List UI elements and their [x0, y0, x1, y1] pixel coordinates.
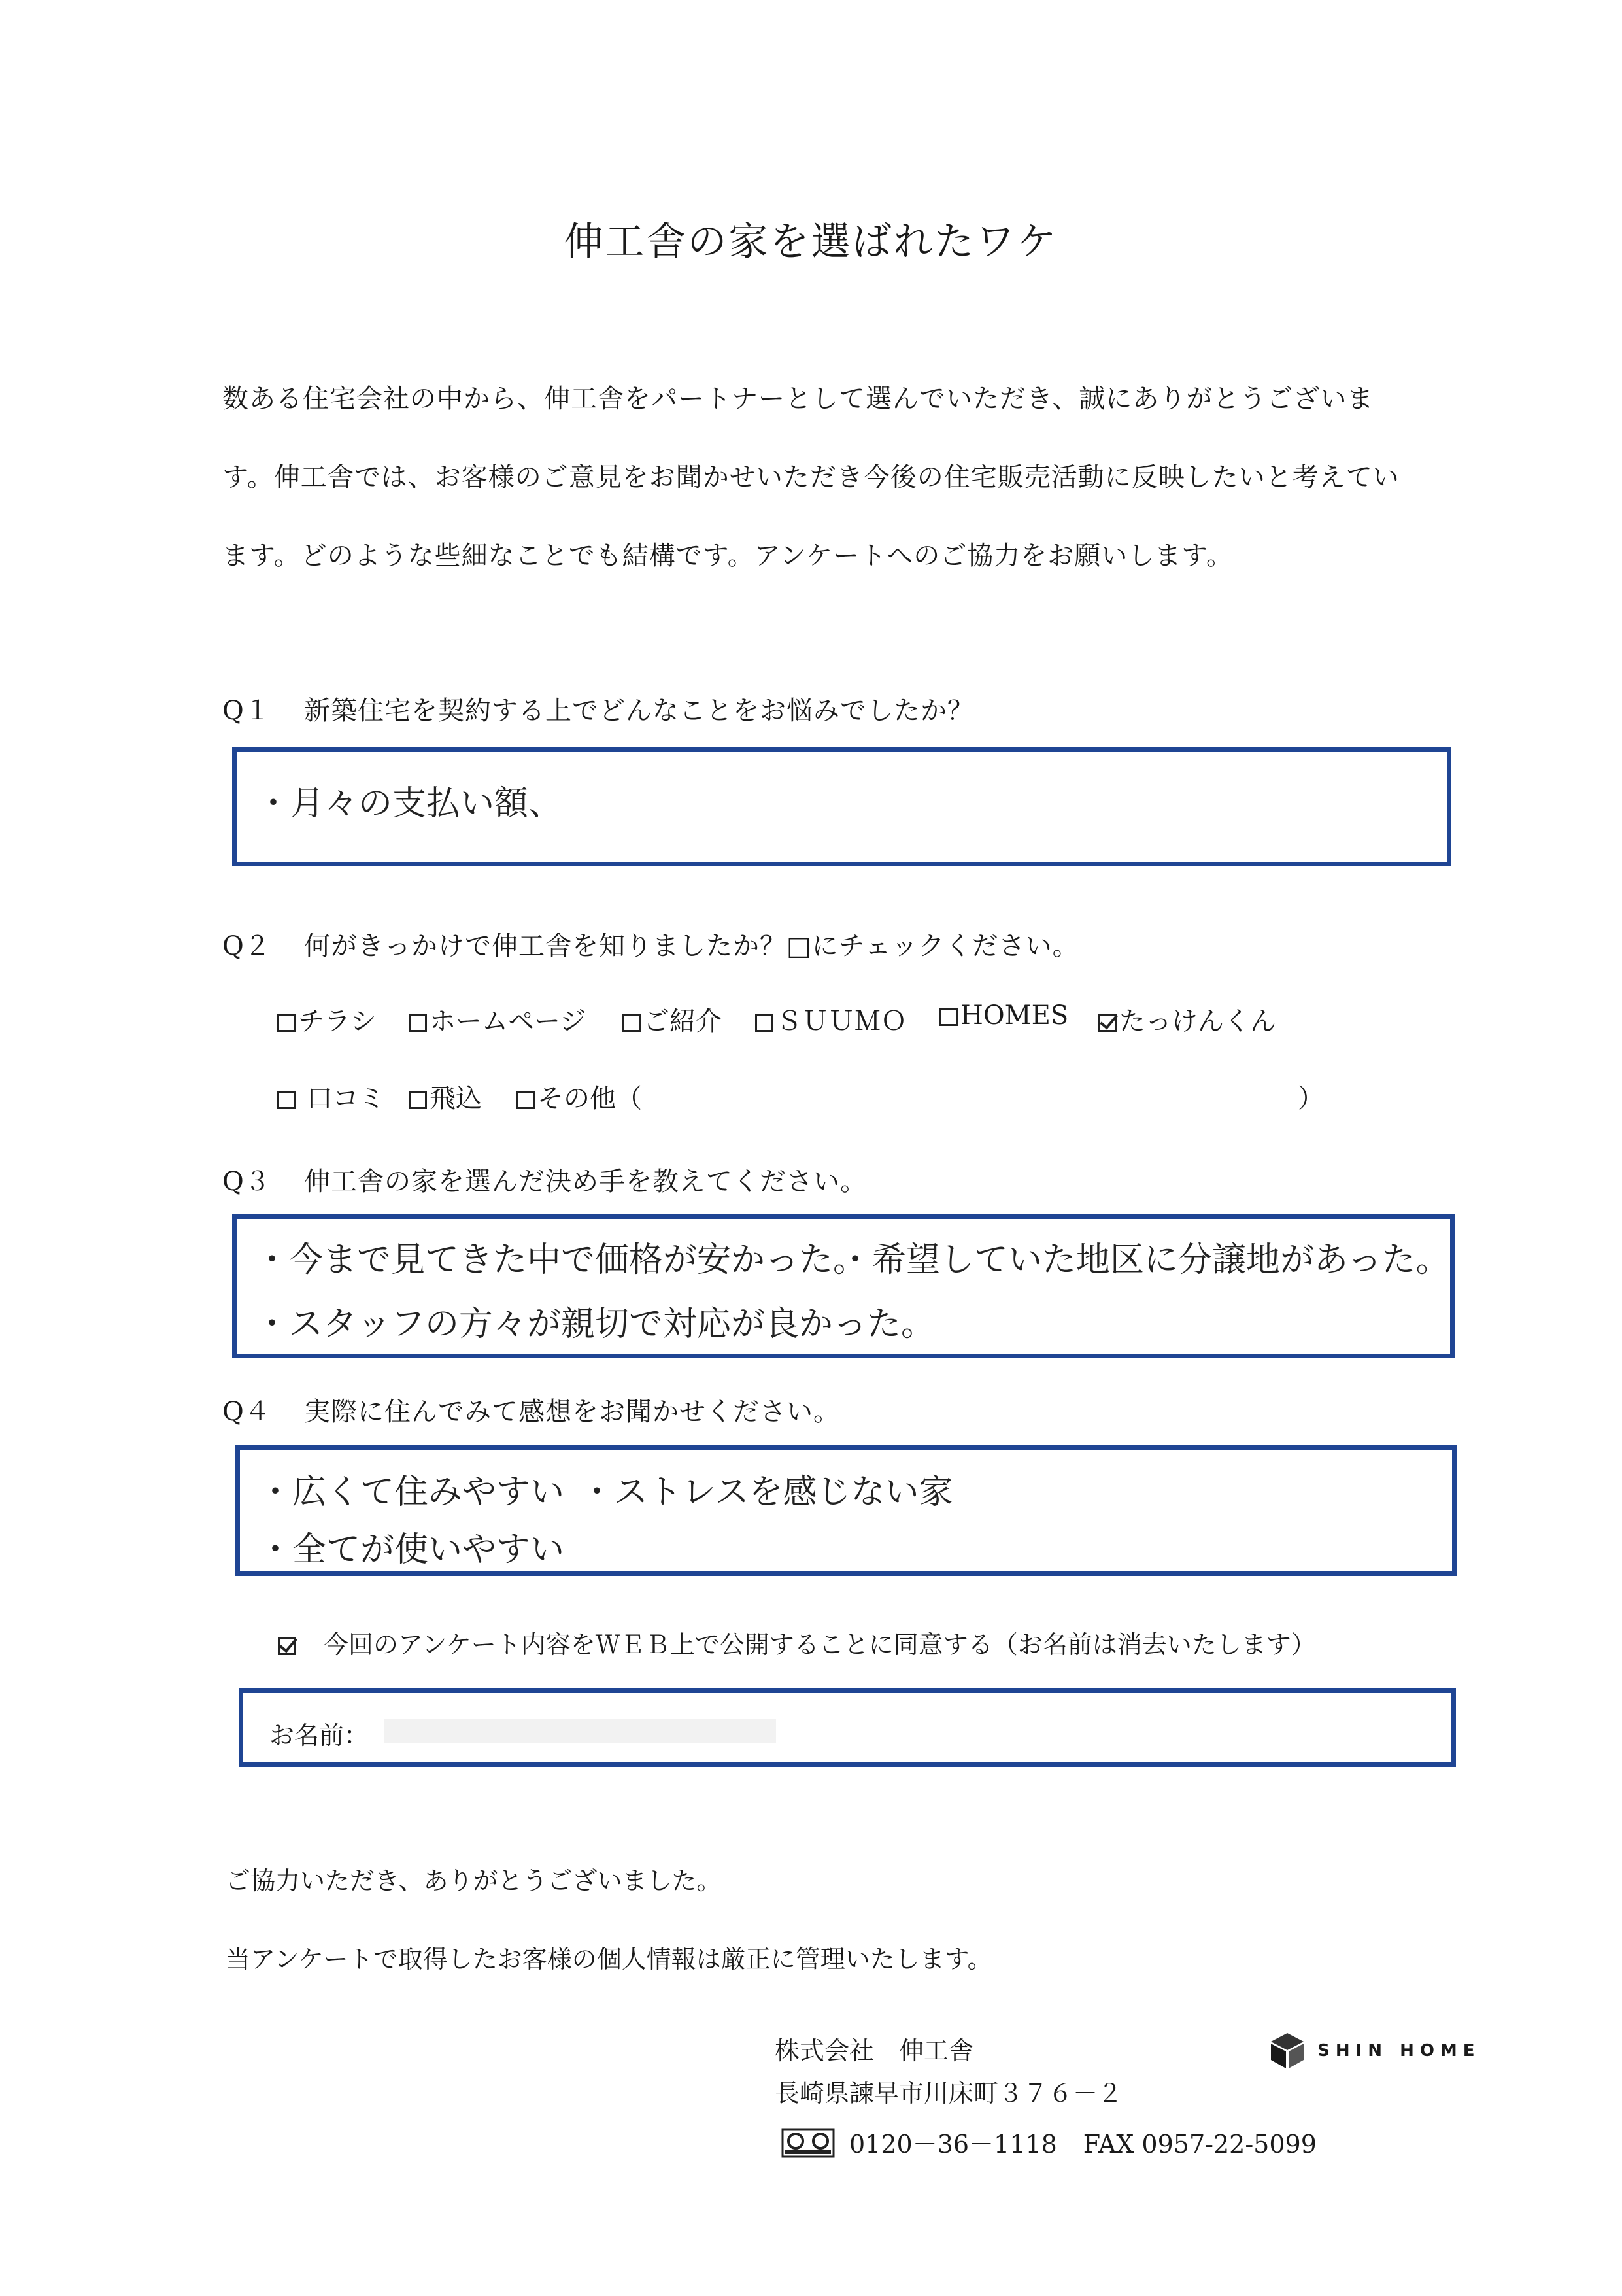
company-fax: FAX 0957-22-5099 — [1083, 2130, 1317, 2159]
q1-number: Q１ — [222, 696, 271, 726]
checkbox-icon[interactable] — [409, 1091, 427, 1109]
company-name: 株式会社 伸工舎 — [775, 2036, 974, 2065]
q2-option-other[interactable]: その他（ — [516, 1078, 642, 1115]
q2-other-close: ） — [1298, 1084, 1324, 1114]
q4-answer-1: ・広くて住みやすい — [258, 1473, 565, 1512]
closing-privacy: 当アンケートで取得したお客様の個人情報は厳正に管理いたします。 — [226, 1945, 992, 1974]
q2-option-chirashi[interactable]: チラシ — [277, 1001, 377, 1038]
intro-line-3: ます。どのような些細なことでも結構です。アンケートへのご協力をお願いします。 — [222, 541, 1233, 571]
q3-number: Q３ — [222, 1167, 271, 1197]
q3-answer-box[interactable] — [232, 1214, 1455, 1358]
checkbox-icon[interactable] — [277, 1014, 296, 1032]
q2-option-tobikomi[interactable]: 飛込 — [409, 1078, 482, 1115]
name-redacted — [384, 1719, 776, 1743]
q2-option-kuchikomi[interactable]: 口コミ — [277, 1078, 385, 1115]
q1-text: 新築住宅を契約する上でどんなことをお悩みでしたか？ — [304, 696, 974, 726]
q2-text: 何がきっかけで伸工舎を知りましたか？□にチェックください。 — [304, 931, 1079, 961]
q4-question — [222, 1391, 840, 1428]
q3-question — [222, 1161, 867, 1198]
company-address: 長崎県諫早市川床町３７６－２ — [775, 2079, 1123, 2108]
q2-number: Q２ — [222, 931, 271, 961]
name-label: お名前： — [269, 1721, 369, 1750]
checkbox-icon[interactable] — [939, 1008, 958, 1026]
company-tel: 0120－36－1118 — [849, 2130, 1057, 2159]
q4-answer-box[interactable] — [235, 1445, 1457, 1576]
q4-text: 実際に住んでみて感想をお聞かせください。 — [304, 1397, 840, 1427]
q3-answer-1: ・今まで見てきた中で価格が安かった。 — [255, 1241, 868, 1280]
company-contact — [781, 2124, 1317, 2160]
q3-answer-3: ・スタッフの方々が親切で対応が良かった。 — [255, 1305, 936, 1344]
name-box[interactable] — [239, 1688, 1456, 1767]
q4-answer-3: ・全てが使いやすい — [258, 1530, 565, 1569]
intro-line-2: す。伸工舎では、お客様のご意見をお聞かせいただき今後の住宅販売活動に反映したいと考えてい — [222, 462, 1400, 492]
q4-number: Q４ — [222, 1397, 271, 1427]
q1-answer: ・月々の支払い額、 — [256, 784, 563, 823]
company-logo — [1270, 2032, 1481, 2070]
closing-thanks: ご協力いただき、ありがとうございました。 — [226, 1866, 722, 1895]
logo-text: SHIN HOME — [1317, 2041, 1481, 2061]
intro-line-1: 数ある住宅会社の中から、伸工舎をパートナーとして選んでいただき、誠にありがとうございま — [222, 384, 1374, 414]
q2-option-homes[interactable]: HOMES — [939, 1001, 1068, 1031]
shin-home-logo-icon — [1270, 2032, 1305, 2070]
checkbox-icon[interactable] — [622, 1014, 641, 1032]
checkbox-icon[interactable] — [516, 1091, 535, 1109]
q1-answer-box[interactable] — [232, 747, 1451, 866]
free-dial-icon — [781, 2128, 835, 2158]
q3-answer-2: ・希望していた地区に分譲地があった。 — [838, 1241, 1450, 1280]
q2-option-takkenkun[interactable]: たっけんくん — [1098, 1001, 1276, 1038]
q2-option-shokai[interactable]: ご紹介 — [622, 1001, 722, 1038]
q2-option-homepage[interactable]: ホームページ — [409, 1001, 586, 1038]
q4-answer-2: ・ストレスを感じない家 — [580, 1473, 953, 1512]
consent-row[interactable] — [278, 1624, 1316, 1660]
checkbox-icon[interactable] — [755, 1014, 773, 1032]
q2-question — [222, 925, 1079, 963]
consent-checkbox-icon[interactable] — [278, 1637, 296, 1655]
consent-text: 今回のアンケート内容をＷＥＢ上で公開することに同意する（お名前は消去いたします） — [324, 1630, 1316, 1659]
q1-question — [222, 690, 974, 727]
page-title: 伸工舎の家を選ばれたワケ — [564, 219, 1058, 265]
checkbox-icon[interactable] — [409, 1014, 427, 1032]
q3-text: 伸工舎の家を選んだ決め手を教えてください。 — [304, 1167, 867, 1197]
checkbox-icon[interactable] — [277, 1091, 296, 1109]
checked-checkbox-icon[interactable] — [1098, 1014, 1117, 1032]
q2-option-suumo[interactable]: ＳＵＵＭＯ — [755, 1001, 907, 1038]
